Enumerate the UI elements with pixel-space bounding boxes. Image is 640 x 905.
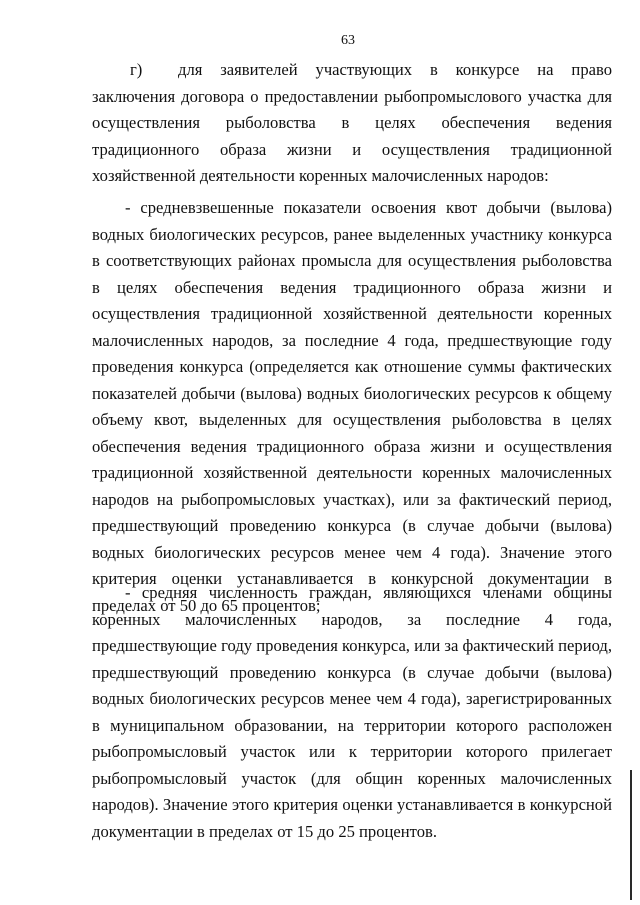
paragraph-criterion-g [92,57,612,190]
list-marker: г) [130,60,143,79]
paragraph-text: для заявителей участвующих в конкурсе на право заключения договора о предоставлении рыбопромыслового участка для осуществления рыболовства в целях обеспечения ведения традиционного образа жизни и осуществления традиционной хозяйственной деятельности коренных малочисленных народов: [92,60,612,185]
page-number: 63 [341,33,355,48]
paragraph-quota-indicator: - средневзвешенные показатели освоения квот добычи (вылова) водных биологических ресурсов, ранее выделенных участнику конкурса в соответствующих районах промысла для осуществления рыболовства в целях обеспечения ведения традиционного образа жизни и осуществления традиционной хозяйственной деятельности коренных малочисленных народов, за последние 4 года, предшествующие году проведения конкурса (определяется как отношение суммы фактических показателей добычи (вылова) водных биологических ресурсов к общему объему квот, выделенных для осуществления рыболовства в целях обеспечения ведения традиционного образа жизни и осуществления традиционной хозяйственной деятельности коренных малочисленных народов на рыбопромысловых участках), или за фактический период, предшествующий проведению конкурса (в случае добычи (вылова) водных биологических ресурсов менее чем 4 года). Значение этого критерия оценки устанавливается в конкурсной документации в пределах от 50 до 65 процентов; [92,198,612,615]
paragraph-community-size: - средняя численность граждан, являющихся членами общины коренных малочисленных народов, за последние 4 года, предшествующие году проведения конкурса, или за фактический период, предшествующий проведению конкурса (в случае добычи (вылова) водных биологических ресурсов менее чем 4 года), зарегистрированных в муниципальном образовании, на территории которого расположен рыбопромысловый участок или к территории которого прилегает рыбопромысловый участок (для общин коренных малочисленных народов). Значение этого критерия оценки устанавливается в конкурсной документации в пределах от 15 до 25 процентов. [92,583,612,841]
scan-edge-line [630,770,632,900]
